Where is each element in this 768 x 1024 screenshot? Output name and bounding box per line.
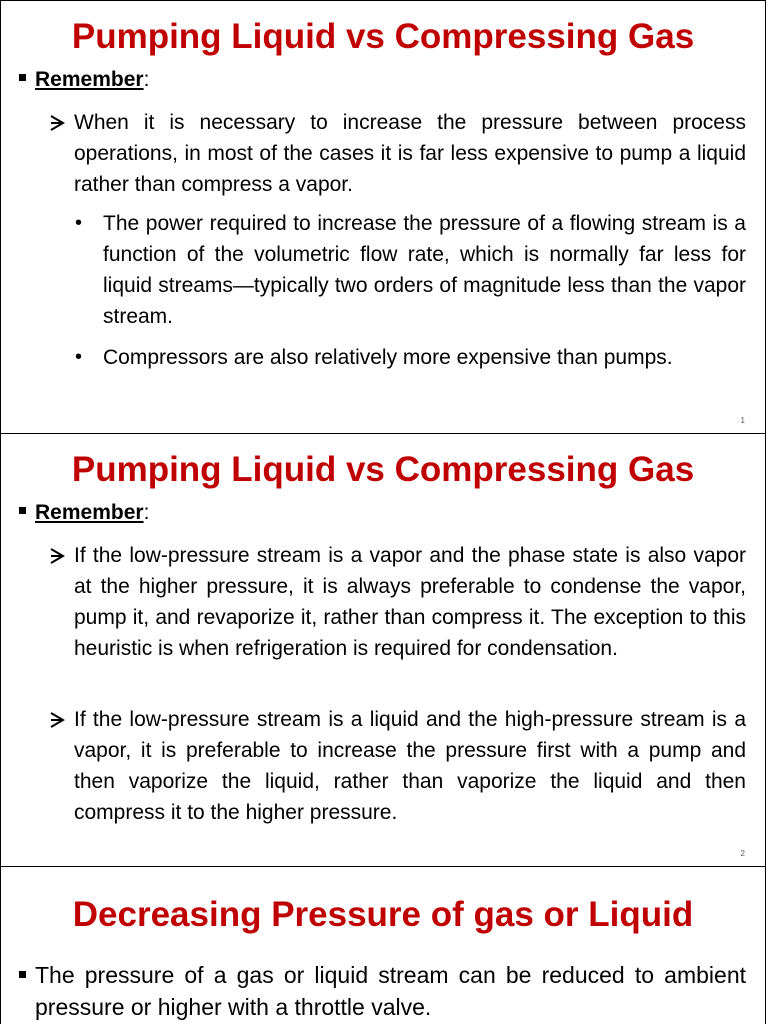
arrow-bullet-icon [47,113,67,133]
slide-title: Pumping Liquid vs Compressing Gas [71,450,695,489]
subpoint-text: The power required to increase the pressure of a flowing stream is a function of the volumetric flow rate, which is normally far less for liquid streams—typically two orders of magnitude less than the vapor stream. [103,212,746,328]
remember-label: Remember [35,68,144,91]
square-bullet-icon [19,74,26,81]
point-text: When it is necessary to increase the pressure between process operations, in most of the cases it is far less expensive to pump a liquid rather than compress a vapor. [74,111,746,196]
square-bullet-icon [19,971,26,978]
page-number: 2 [740,849,745,858]
slide-title: Decreasing Pressure of gas or Liquid [72,895,694,934]
slide-2 [0,433,766,867]
remember-label: Remember [35,501,144,524]
arrow-bullet-icon [47,710,67,730]
dot-bullet-icon: • [75,346,83,368]
arrow-bullet-icon [47,546,67,566]
slide-1 [0,0,766,434]
dot-bullet-icon: • [75,212,83,234]
remember-heading: Remember: [19,498,149,528]
slide-3 [0,866,766,1024]
point-text: If the low-pressure stream is a vapor and the phase state is also vapor at the higher pressure, it is always preferable to condense the vapor, pump it, and revaporize it, rather than compress it. The exception to this heuristic is when refrigeration is required for condensation. [74,544,746,660]
remember-heading: Remember: [19,65,149,95]
subpoint-text: Compressors are also relatively more expensive than pumps. [103,346,673,369]
page-number: 1 [740,416,745,425]
point-text: If the low-pressure stream is a liquid and the high-pressure stream is a vapor, it is preferable to increase the pressure first with a pump and then vaporize the liquid, rather than vaporize the liquid and then compress it to the higher pressure. [74,708,746,824]
square-bullet-icon [19,507,26,514]
point-text: The pressure of a gas or liquid stream can be reduced to ambient pressure or higher with a throttle valve. [35,962,746,1020]
slide-title: Pumping Liquid vs Compressing Gas [71,17,695,56]
